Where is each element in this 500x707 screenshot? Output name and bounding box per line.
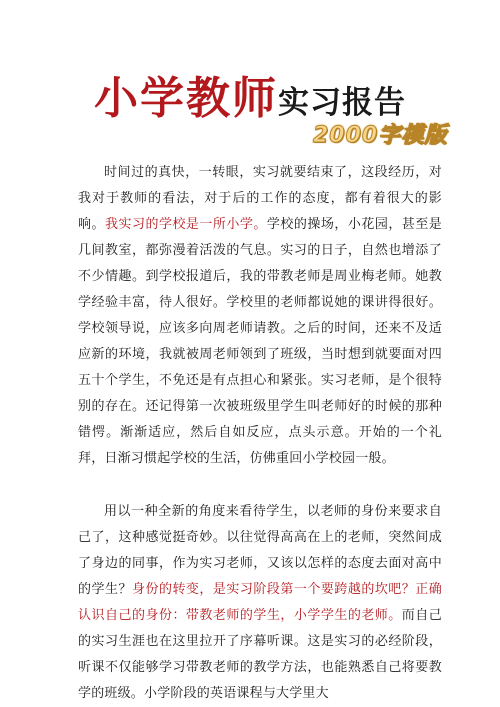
text-segment: 用以一种全新的角度来看待学生，以老师的身份来要求自己了，这种感觉挺奇妙。以往觉得高高在上的老师，突然间成了身边的同事，作为实习老师，又该以怎样的态度去面对高中的学生？ xyxy=(78,504,442,597)
text-segment: 学校的操场，小花园，甚至是几间教室，都弥漫着活泼的气息。实习的日子，自然也增添了不少情趣。到学校报道后，我的带教老师是周业梅老师。她教学经验丰富，待人很好。学校里的老师都说她的课讲得很好。学校领导说，应该多向周老师请教。之后的时间，还来不及适应新的环境，我就被周老师领到了班级，当时想到就要面对四五十个学生，不免还是有点担心和紧张。实习老师，是个很特别的存在。还记得第一次被班级里学生叫老师好的时候的那种错愕。渐渐适应，然后自如反应，点头示意。开始的一个礼拜，日渐习惯起学校的生活，仿佛重回小学校园一般。 xyxy=(78,217,442,466)
text-segment: 而自己的实习生涯也在这里拉开了序幕听课。这是实习的必经阶段，听课不仅能够学习带教老师的教学方法，也能熟悉自己将要教学的班级。小学阶段的英语课程与大学里大 xyxy=(78,608,442,701)
highlighted-text: 身份的转变，是实习阶段第一个要跨越的坎吧？正确认识自己的身份：带教老师的学生，小学学生的老师。 xyxy=(78,582,442,623)
document-title xyxy=(0,62,500,126)
paragraph-2 xyxy=(78,499,442,707)
report-body xyxy=(78,160,442,707)
paragraph-1 xyxy=(78,160,442,472)
title-sub: 实习报告 xyxy=(278,85,406,121)
highlighted-text: 我实习的学校是一所小学。 xyxy=(104,217,267,232)
text-segment: 时间过的真快，一转眼，实习就要结束了，这段经历，对我对于教师的看法，对于后的工作的态度，都有着很大的影响。 xyxy=(78,165,442,232)
word-count-badge: 2000字模版 xyxy=(313,123,448,148)
title-main: 小学教师 xyxy=(94,73,278,124)
